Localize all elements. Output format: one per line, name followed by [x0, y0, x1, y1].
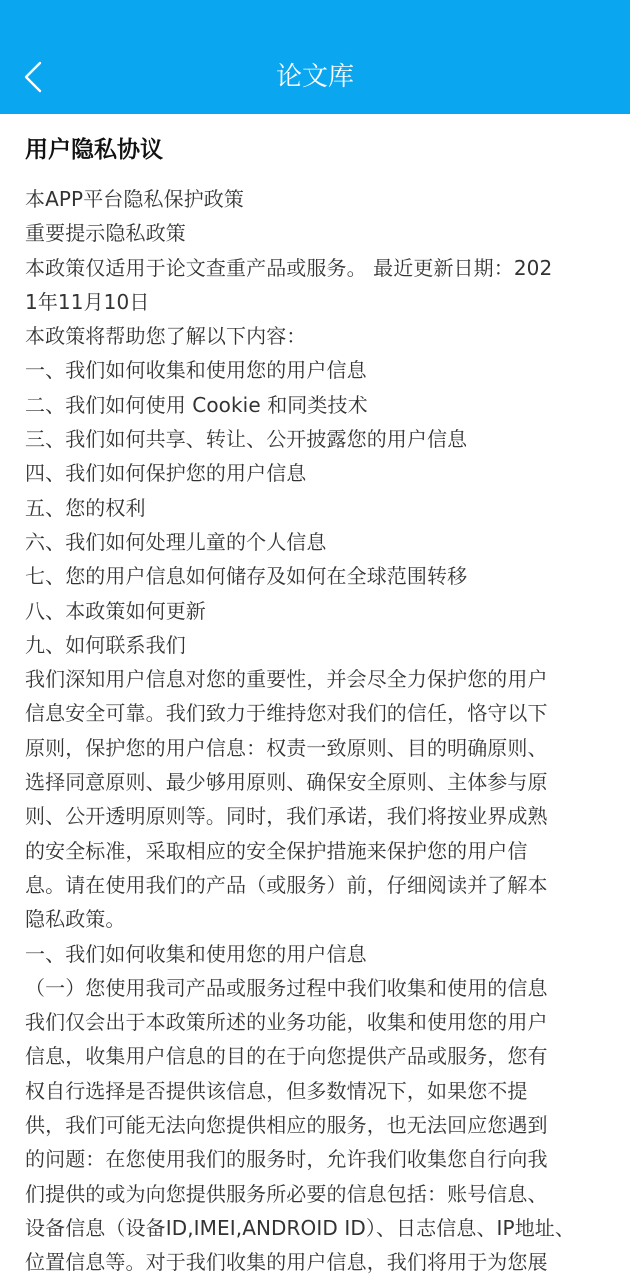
body-line: 信息安全可靠。我们致力于维持您对我们的信任，恪守以下: [25, 701, 548, 726]
body-line: 位置信息等。对于我们收集的用户信息，我们将用于为您展: [25, 1250, 548, 1275]
body-line: 六、我们如何处理儿童的个人信息: [25, 529, 327, 554]
body-line: 我们深知用户信息对您的重要性，并会尽全力保护您的用户: [25, 667, 548, 692]
body-line: 七、您的用户信息如何储存及如何在全球范围转移: [25, 564, 468, 589]
body-line: 本政策将帮助您了解以下内容：: [25, 324, 307, 349]
body-line: 的问题：在您使用我们的服务时，允许我们收集您自行向我: [25, 1147, 548, 1172]
body-line: 权自行选择是否提供该信息，但多数情况下，如果您不提: [25, 1078, 528, 1103]
body-line: 息。请在使用我们的产品（或服务）前，仔细阅读并了解本: [25, 872, 548, 897]
body-line: 五、您的权利: [25, 495, 146, 520]
body-line: 则、公开透明原则等。同时，我们承诺，我们将按业界成熟: [25, 804, 548, 829]
body-line: 们提供的或为向您提供服务所必要的信息包括：账号信息、: [25, 1181, 548, 1206]
body-line: 重要提示隐私政策: [25, 221, 186, 246]
document-title: 用户隐私协议: [25, 137, 163, 163]
body-line: 一、我们如何收集和使用您的用户信息: [25, 358, 367, 383]
body-line: 隐私政策。: [25, 907, 126, 932]
body-line: 选择同意原则、最少够用原则、确保安全原则、主体参与原: [25, 770, 548, 795]
body-line: 1年11月10日: [25, 289, 150, 314]
body-line: 一、我们如何收集和使用您的用户信息: [25, 941, 367, 966]
body-line: 原则，保护您的用户信息：权责一致原则、目的明确原则、: [25, 735, 548, 760]
body-line: 三、我们如何共享、转让、公开披露您的用户信息: [25, 427, 468, 452]
body-line: 我们仅会出于本政策所述的业务功能，收集和使用您的用户: [25, 1010, 548, 1035]
body-line: （一）您使用我司产品或服务过程中我们收集和使用的信息: [25, 975, 548, 1000]
body-line: 供，我们可能无法向您提供相应的服务，也无法回应您遇到: [25, 1113, 548, 1138]
body-line: 本APP平台隐私保护政策: [25, 187, 245, 211]
body-line: 本政策仅适用于论文查重产品或服务。 最近更新日期：202: [25, 255, 553, 280]
body-line: 二、我们如何使用 Cookie 和同类技术: [25, 392, 368, 417]
agreement-content: [0, 114, 630, 1280]
body-line: 信息，收集用户信息的目的在于向您提供产品或服务，您有: [25, 1044, 548, 1069]
body-line: 四、我们如何保护您的用户信息: [25, 461, 307, 486]
body-line: 八、本政策如何更新: [25, 598, 206, 623]
app-header: [0, 0, 630, 114]
body-line: 设备信息（设备ID,IMEI,ANDROID ID）、日志信息、IP地址、: [25, 1215, 575, 1240]
body-line: 九、如何联系我们: [25, 632, 186, 657]
body-line: 的安全标准，采取相应的安全保护措施来保护您的用户信: [25, 838, 528, 863]
document-body: [25, 182, 604, 1280]
page-title: 论文库: [275, 62, 354, 92]
